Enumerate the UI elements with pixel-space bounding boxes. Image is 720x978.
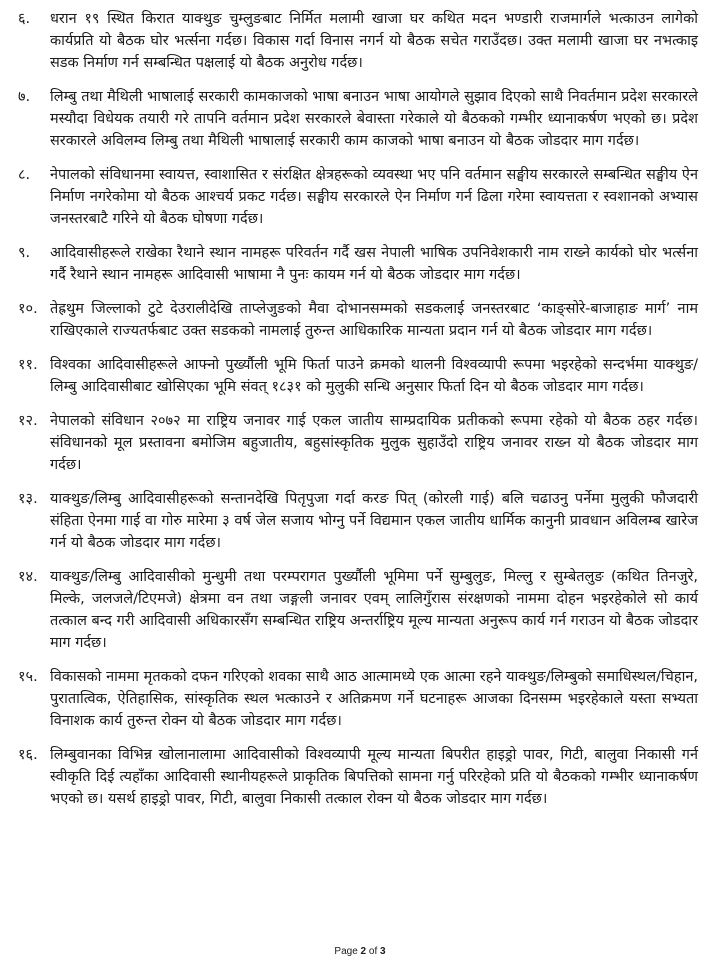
- total-pages: 3: [380, 946, 386, 957]
- page-footer: [0, 946, 720, 957]
- item-number: ११.: [18, 357, 38, 373]
- item-text: लिम्बु तथा मैथिली भाषालाई सरकारी कामकाजको भाषा बनाउन भाषा आयोगले सुझाव दिएको साथै निवर्तमान प्रदेश सरकारले मस्यौदा विधेयक तयारी गरे तापनि वर्तमान प्रदेश सरकारले बेवास्ता गरेकाले यो बैठकको गम्भीर ध्यानाकर्षण भएको छ। प्रदेश सरकारले अविलम्व लिम्बु तथा मैथिली भाषालाई सरकारी काम काजको भाषा बनाउन यो बैठक जोडदार माग गर्दछ।: [50, 89, 698, 149]
- current-page: 2: [360, 946, 367, 957]
- item-text: विकासको नाममा मृतकको दफन गरिएको शवका साथै आठ आत्मामध्ये एक आत्मा रहने याक्थुङ/लिम्बुको समाधिस्थल/चिहान, पुरातात्विक, ऐतिहासिक, सांस्कृतिक स्थल भत्काउने र अतिक्रमण गर्ने घटनाहरू आजका दिनसम्म भइरहेकाले यस्ता सभ्यता विनाशक कार्य तुरुन्त रोक्न यो बैठक जोडदार माग गर्दछ।: [50, 669, 698, 729]
- footer-middle: of: [366, 946, 381, 957]
- item-text: तेह्रथुम जिल्लाको टुटे देउरालीदेखि ताप्लेजुङको मैवा दोभानसम्मको सडकलाई जनस्तरबाट ‘काङ्सोरे-बाजाहाङ मार्ग’ नाम राखिएकाले राज्यतर्फबाट उक्त सडकको नामलाई तुरुन्त आधिकारिक मान्यता प्रदान गर्न यो बैठक जोडदार माग गर्दछ।: [50, 301, 698, 339]
- item-text: विश्वका आदिवासीहरूले आफ्नो पुर्ख्यौली भूमि फिर्ता पाउने क्रमको थालनी विश्वव्यापी रूपमा भइरहेको सन्दर्भमा याक्थुङ/लिम्बु आदिवासीबाट खोसिएका भूमि संवत् १८३१ को मुलुकी सन्धि अनुसार फिर्ता दिन यो बैठक जोडदार माग गर्दछ।: [50, 357, 698, 395]
- resolution-item: [0, 298, 698, 342]
- resolution-item: [0, 164, 698, 230]
- item-number: ६.: [18, 11, 31, 27]
- resolution-item: [0, 86, 698, 152]
- item-text: आदिवासीहरूले राखेका रैथाने स्थान नामहरू परिवर्तन गर्दै खस नेपाली भाषिक उपनिवेशकारी नाम राख्ने कार्यको घोर भर्त्सना गर्दै रैथाने स्थान नामहरू आदिवासी भाषामा नै पुनः कायम गर्न यो बैठक जोडदार माग गर्दछ।: [50, 245, 698, 283]
- resolution-item: [0, 242, 698, 286]
- item-number: १६.: [18, 747, 38, 763]
- resolution-item: [0, 566, 698, 654]
- item-number: १०.: [18, 301, 38, 317]
- item-number: १२.: [18, 413, 38, 429]
- item-number: १३.: [18, 491, 38, 507]
- item-number: १४.: [18, 569, 38, 585]
- resolution-item: [0, 488, 698, 554]
- item-text: लिम्बुवानका विभिन्न खोलानालामा आदिवासीको विश्वव्यापी मूल्य मान्यता बिपरीत हाइड्रो पावर, गिटी, बालुवा निकासी गर्न स्वीकृति दिई त्यहाँका आदिवासी स्थानीयहरूले प्राकृतिक बिपत्तिको सामना गर्नु परिरहेको प्रति यो बैठकको गम्भीर ध्यानाकर्षण भएको छ। यसर्थ हाइड्रो पावर, गिटी, बालुवा निकासी तत्काल रोक्न यो बैठक जोडदार माग गर्दछ।: [50, 747, 698, 807]
- item-number: ९.: [18, 245, 31, 261]
- item-number: ७.: [18, 89, 31, 105]
- resolution-item: [0, 410, 698, 476]
- resolution-item: [0, 666, 698, 732]
- item-text: याक्थुङ/लिम्बु आदिवासीहरूको सन्तानदेखि पितृपुजा गर्दा करङ पित् (कोरली गाई) बलि चढाउनु पर्नेमा मुलुकी फौजदारी संहिता ऐनमा गाई वा गोरु मारेमा ३ वर्ष जेल सजाय भोग्नु पर्ने विद्यमान एकल जातीय धार्मिक कानुनी प्रावधान अविलम्ब खारेज गर्न यो बैठक जोडदार माग गर्दछ।: [50, 491, 698, 551]
- item-text: याक्थुङ/लिम्बु आदिवासीको मुन्धुमी तथा परम्परागत पुर्ख्यौली भूमिमा पर्ने सुम्बुलुङ, मिल्लु र सुम्बेतलुङ (कथित तिनजुरे, मिल्के, जलजले/टिएमजे) क्षेत्रमा वन तथा जङ्गली जनावर एवम् लालिगुँरास संरक्षणको नाममा दोहन भइरहेकोले सो कार्य तत्काल बन्द गरी आदिवासी अधिकारसँग सम्बन्धित राष्ट्रिय अन्तर्राष्ट्रिय मूल्य मान्यता अनुरूप कार्य गर्न गराउन यो बैठक जोडदार माग गर्दछ।: [50, 569, 698, 651]
- resolution-item: [0, 8, 698, 74]
- item-text: धरान १९ स्थित किरात याक्थुङ चुम्लुङबाट निर्मित मलामी खाजा घर कथित मदन भण्डारी राजमार्गले भत्काउन लागेको कार्यप्रति यो बैठक घोर भर्त्सना गर्दछ। विकास गर्दा विनास नगर्न यो बैठक सचेत गराउँदछ। उक्त मलामी खाजा घर नभत्काइ सडक निर्माण गर्न सम्बन्धित पक्षलाई यो बैठक अनुरोध गर्दछ।: [50, 11, 698, 71]
- item-text: नेपालको संविधानमा स्वायत्त, स्वाशासित र संरक्षित क्षेत्रहरूको व्यवस्था भए पनि वर्तमान सङ्घीय सरकारले सम्बन्धित सङ्घीय ऐन निर्माण नगरेकोमा यो बैठक आश्चर्य प्रकट गर्दछ। सङ्घीय सरकारले ऐन निर्माण गर्न ढिला गरेमा स्वायत्तता र स्वशानको अभ्यास जनस्तरबाटै गरिने यो बैठक घोषणा गर्दछ।: [50, 167, 698, 227]
- item-number: ८.: [18, 167, 31, 183]
- document-page: [0, 8, 720, 822]
- resolution-item: [0, 354, 698, 398]
- resolution-item: [0, 744, 698, 810]
- item-number: १५.: [18, 669, 38, 685]
- footer-prefix: Page: [334, 946, 361, 957]
- item-text: नेपालको संविधान २०७२ मा राष्ट्रिय जनावर गाई एकल जातीय साम्प्रदायिक प्रतीकको रूपमा रहेको यो बैठक ठहर गर्दछ। संविधानको मूल प्रस्तावना बमोजिम बहुजातीय, बहुसांस्कृतिक मुलुक सुहाउँदो राष्ट्रिय जनावर राख्न यो बैठक जोडदार माग गर्दछ।: [50, 413, 698, 473]
